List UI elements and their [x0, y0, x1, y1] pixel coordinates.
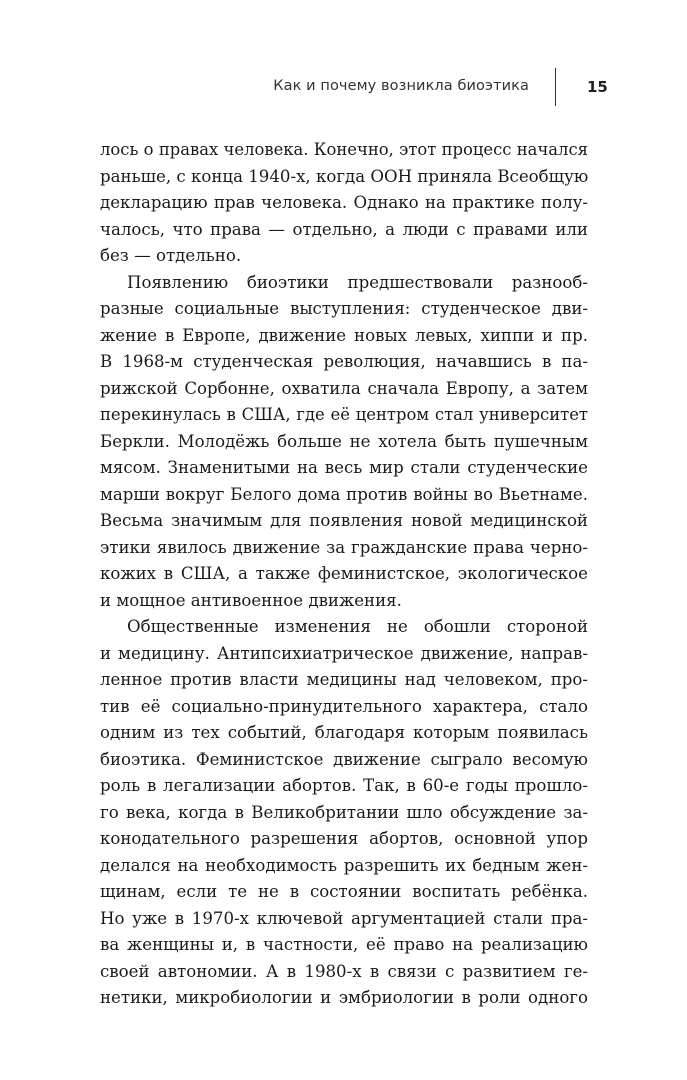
header-divider	[555, 68, 556, 106]
text-line: раньше, с конца 1940-х, когда ООН приняла Всеобщую	[100, 166, 588, 186]
text-line: своей автономии. А в 1980-х в связи с развитием ге-	[100, 961, 588, 981]
text-line: разные социальные выступления: студенческое дви-	[100, 299, 588, 318]
paragraph-1	[100, 137, 588, 270]
paragraph-2	[100, 270, 588, 615]
text-line: В 1968-м студенческая революция, начавшись в па-	[100, 352, 588, 371]
text-line: биоэтика. Феминистское движение сыграло весомую	[100, 749, 588, 769]
text-line: этики явилось движение за гражданские права черно-	[100, 537, 588, 557]
text-line: щинам, если те не в состоянии воспитать ребёнка.	[100, 882, 588, 901]
text-line: мясом. Знаменитыми на весь мир стали студенческие	[100, 458, 588, 477]
text-line: чалось, что права — отдельно, а люди с правами или	[100, 219, 588, 239]
running-title: Как и почему возникла биоэтика	[273, 78, 529, 94]
text-line: кожих в США, а также феминистское, экологическое	[100, 564, 588, 583]
text-line: Беркли. Молодёжь больше не хотела быть пушечным	[100, 431, 588, 451]
text-line: марши вокруг Белого дома против войны во Вьетнаме.	[100, 484, 588, 504]
text-line: и мощное антивоенное движения.	[100, 590, 402, 610]
text-line: ленное против власти медицины над человеком, про-	[100, 670, 588, 689]
text-line: конодательного разрешения абортов, основной упор	[100, 829, 588, 848]
text-line: Общественные изменения не обошли стороной	[127, 617, 588, 636]
text-line: Весьма значимым для появления новой медицинской	[100, 511, 588, 530]
text-line: жение в Европе, движение новых левых, хиппи и пр.	[100, 325, 588, 345]
running-header	[0, 76, 687, 106]
text-line: Но уже в 1970-х ключевой аргументацией стали пра-	[100, 908, 588, 928]
body-text	[100, 137, 588, 1012]
text-line: Появлению биоэтики предшествовали разнооб-	[127, 272, 588, 292]
text-line: одним из тех событий, благодаря которым появилась	[100, 723, 588, 742]
text-line: ва женщины и, в частности, её право на реализацию	[100, 935, 588, 954]
text-line: и медицину. Антипсихиатрическое движение, направ-	[100, 643, 588, 663]
text-line: го века, когда в Великобритании шло обсуждение за-	[100, 802, 588, 822]
text-line: лось о правах человека. Конечно, этот процесс начался	[100, 140, 588, 159]
text-line: роль в легализации абортов. Так, в 60-е годы прошло-	[100, 776, 588, 795]
page-number: 15	[587, 78, 608, 96]
text-line: без — отдельно.	[100, 246, 242, 265]
text-line: делался на необходимость разрешить их бедным жен-	[100, 855, 588, 875]
paragraph-3	[100, 614, 588, 1012]
text-line: рижской Сорбонне, охватила сначала Европу, а затем	[100, 378, 588, 398]
text-line: тив её социально-принудительного характера, стало	[100, 696, 588, 716]
text-line: нетики, микробиологии и эмбриологии в роли одного	[100, 988, 588, 1007]
text-line: декларацию прав человека. Однако на практике полу-	[100, 193, 588, 212]
text-line: перекинулась в США, где её центром стал университет	[100, 405, 588, 424]
